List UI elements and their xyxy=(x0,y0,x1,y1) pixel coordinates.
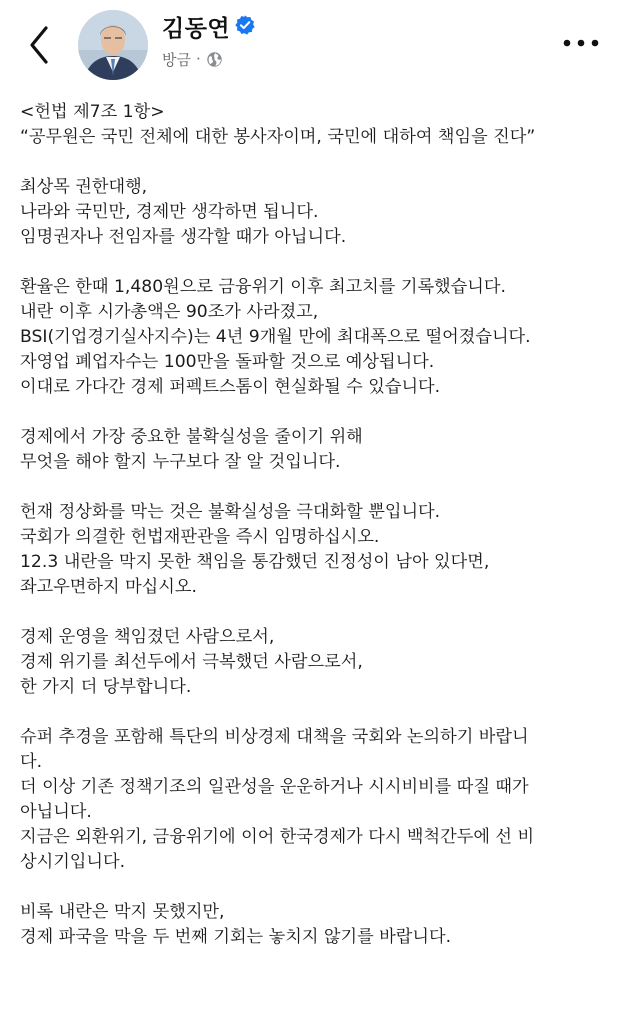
more-dots-icon xyxy=(558,30,604,56)
post-text-line: BSI(기업경기실사지수)는 4년 9개월 만에 최대폭으로 떨어졌습니다. xyxy=(20,327,531,347)
post-text-line: 경제 파국을 막을 두 번째 기회는 놓치지 않기를 바랍니다. xyxy=(20,927,452,947)
post-text-line: 12.3 내란을 막지 못한 책임을 통감했던 진정성이 남아 있다면, xyxy=(20,552,490,572)
more-options-button[interactable] xyxy=(558,30,604,56)
post-text-line: 자영업 폐업자수는 100만을 돌파할 것으로 예상됩니다. xyxy=(20,352,435,372)
author-name[interactable]: 김동연 xyxy=(162,16,231,42)
post-paragraph xyxy=(20,625,610,700)
globe-icon xyxy=(206,51,223,68)
post-text-line: 이대로 가다간 경제 퍼펙트스톰이 현실화될 수 있습니다. xyxy=(20,377,441,397)
post-text-line: 나라와 국민만, 경제만 생각하면 됩니다. xyxy=(20,202,319,222)
post-text-line: 지금은 외환위기, 금융위기에 이어 한국경제가 다시 백척간두에 선 비 xyxy=(20,827,535,847)
post-text-line: 헌재 정상화를 막는 것은 불확실성을 극대화할 뿐입니다. xyxy=(20,502,441,522)
post-paragraph xyxy=(20,425,610,475)
post-text-line: 환율은 한때 1,480원으로 금융위기 이후 최고치를 기록했습니다. xyxy=(20,277,506,297)
post-text-line: 상시기입니다. xyxy=(20,852,126,872)
post-text-line: 다. xyxy=(20,752,43,772)
post-text-line: 더 이상 기존 정책기조의 일관성을 운운하거나 시시비비를 따질 때가 xyxy=(20,777,529,797)
post-text-line: 경제에서 가장 중요한 불확실성을 줄이기 위해 xyxy=(20,427,363,447)
post-text xyxy=(20,100,610,975)
post-text-line: 경제 위기를 최선두에서 극복했던 사람으로서, xyxy=(20,652,363,672)
verified-badge-icon xyxy=(234,14,256,36)
post-paragraph xyxy=(20,175,610,250)
post-text-line: 내란 이후 시가총액은 90조가 사라졌고, xyxy=(20,302,319,322)
post-paragraph xyxy=(20,900,610,950)
back-chevron-icon xyxy=(22,22,56,68)
post-text-line: 무엇을 해야 할지 누구보다 잘 알 것입니다. xyxy=(20,452,341,472)
post-header xyxy=(0,0,620,92)
meta-separator: · xyxy=(195,50,201,68)
post-paragraph xyxy=(20,100,610,150)
back-button[interactable] xyxy=(22,22,56,68)
post-text-line: 국회가 의결한 헌법재판관을 즉시 임명하십시오. xyxy=(20,527,380,547)
post-text-line: <헌법 제7조 1항> xyxy=(20,102,165,122)
avatar[interactable] xyxy=(78,10,148,80)
profile-photo xyxy=(78,10,148,80)
post-text-line: 경제 운영을 책임졌던 사람으로서, xyxy=(20,627,275,647)
post-text-line: 아닙니다. xyxy=(20,802,92,822)
post-paragraph xyxy=(20,725,610,875)
post-text-line: 비록 내란은 막지 못했지만, xyxy=(20,902,225,922)
post-meta xyxy=(162,47,223,71)
post-text-line: 임명권자나 전임자를 생각할 때가 아닙니다. xyxy=(20,227,347,247)
post-text-line: “공무원은 국민 전체에 대한 봉사자이며, 국민에 대하여 책임을 진다” xyxy=(20,127,536,147)
post-text-line: 최상목 권한대행, xyxy=(20,177,148,197)
post-paragraph xyxy=(20,500,610,600)
post-text-line: 슈퍼 추경을 포함해 특단의 비상경제 대책을 국회와 논의하기 바랍니 xyxy=(20,727,529,747)
post-text-line: 한 가지 더 당부합니다. xyxy=(20,677,192,697)
timestamp[interactable]: 방금 xyxy=(162,50,191,69)
post-paragraph xyxy=(20,275,610,400)
post-text-line: 좌고우면하지 마십시오. xyxy=(20,577,197,597)
